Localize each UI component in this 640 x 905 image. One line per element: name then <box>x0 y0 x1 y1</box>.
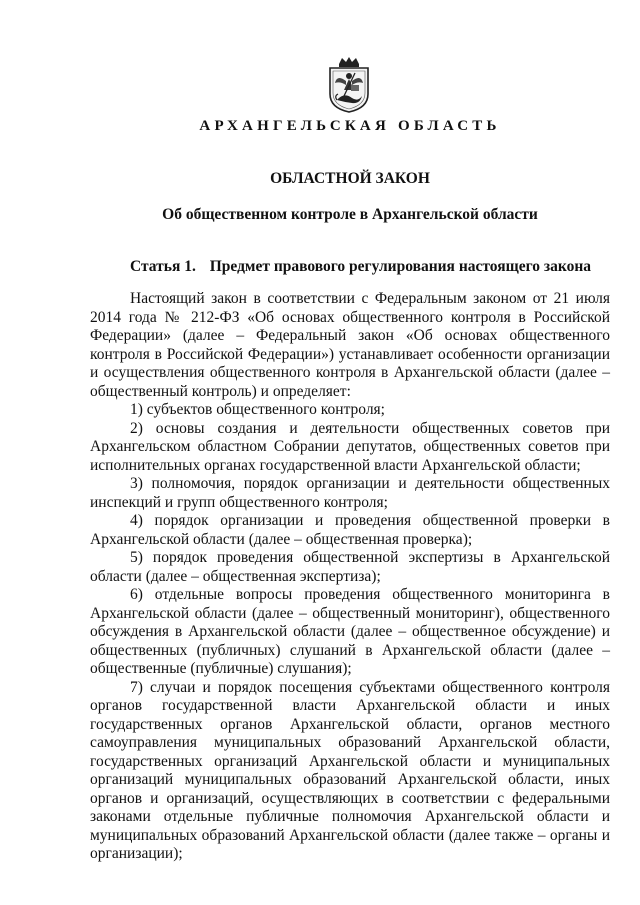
article-paragraph: 7) случаи и порядок посещения субъектами общественного контроля органов государственной власти Архангельской области и иных государственных органов Архангельской области, органов местного самоуправления муниципальных образований Архангельской области, государственных организаций Архангельской области и муниципальных организаций муниципальных образований Архангельской области, иных органов и организаций, осуществляющих в соответствии с федеральными законами отдельные публичные полномочия Архангельской области и муниципальных образований Архангельской области (далее также – органы и организации); <box>90 678 610 862</box>
article-paragraph: 4) порядок организации и проведения общественной проверки в Архангельской области (далее – общественная проверка); <box>90 512 610 548</box>
law-title: Об общественном контроле в Архангельской области <box>162 206 538 223</box>
article-number: Статья 1. <box>130 258 196 275</box>
article-title: Предмет правового регулирования настоящего закона <box>209 258 592 275</box>
article-paragraph: 2) основы создания и деятельности общественных советов при Архангельском областном Собрании депутатов, общественных советов при исполнительных органах государственной власти Архангельской области; <box>90 419 610 474</box>
region-name: АРХАНГЕЛЬСКАЯ ОБЛАСТЬ <box>199 118 501 134</box>
article-paragraph: 6) отдельные вопросы проведения общественного мониторинга в Архангельской области (далее – общественный мониторинг), общественного обсуждения в Архангельской области (далее – общественное обсуждение) и общественных (публичных) слушаний в Архангельской области (далее – общественные (публичные) слушания); <box>90 586 610 677</box>
arkhangelsk-coat-of-arms-icon <box>322 56 376 114</box>
law-type-heading: ОБЛАСТНОЙ ЗАКОН <box>270 170 430 187</box>
article-paragraph: 1) субъектов общественного контроля; <box>130 401 385 418</box>
article-body <box>90 290 610 864</box>
article-paragraph: Настоящий закон в соответствии с Федеральным законом от 21 июля 2014 года № 212-ФЗ «Об основах общественного контроля в Российской Федерации» (далее – Федеральный закон «Об основах общественного контроля в Российской Федерации») устанавливает особенности организации и осуществления общественного контроля в Архангельской области (далее – общественный контроль) и определяет: <box>90 290 610 400</box>
article-paragraph: 3) полномочия, порядок организации и деятельности общественных инспекций и групп общественного контроля; <box>90 475 610 511</box>
article-heading <box>130 258 610 276</box>
article-paragraph: 5) порядок проведения общественной экспертизы в Архангельской области (далее – общественная экспертиза); <box>90 549 610 585</box>
